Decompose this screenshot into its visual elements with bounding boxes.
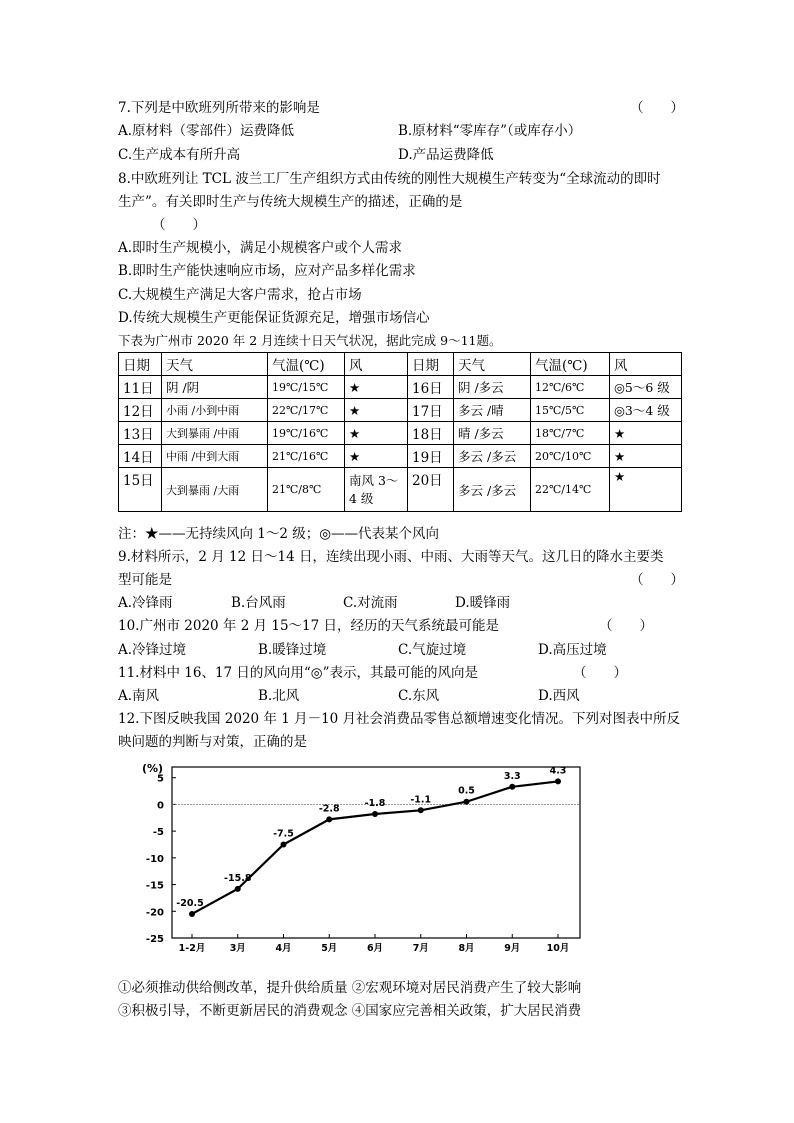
header-weather: 天气 xyxy=(454,353,531,376)
data-point xyxy=(326,816,332,822)
cell-wind: 南风 3～4 级 xyxy=(345,468,408,512)
q12-statements-line1: ①必须推动供给侧改革，提升供给质量 ②宏观环境对居民消费产生了较大影响 xyxy=(118,980,582,996)
table-intro: 下表为广州市 2020 年 2 月连续十日天气状况，据此完成 9～11题。 xyxy=(118,333,502,348)
q9-option-c: C.对流雨 xyxy=(343,595,398,611)
y-tick-label: -20 xyxy=(145,907,164,919)
cell-wind: ★ xyxy=(610,445,682,468)
header-date: 日期 xyxy=(408,353,454,376)
header-date: 日期 xyxy=(119,353,162,376)
data-point xyxy=(555,778,561,784)
table-row xyxy=(119,445,682,468)
x-tick-label: 7月 xyxy=(412,943,429,954)
cell-temperature: 22℃/14℃ xyxy=(531,468,610,512)
y-tick-label: -5 xyxy=(152,827,164,839)
cell-date: 12日 xyxy=(119,399,162,422)
cell-weather: 晴 /多云 xyxy=(454,422,531,445)
q11-option-b: B.北风 xyxy=(258,688,300,704)
y-axis-unit-label: (%) xyxy=(142,762,164,775)
y-axis-ticks xyxy=(146,774,580,945)
cell-date: 15日 xyxy=(119,468,162,512)
cell-temperature: 21℃/16℃ xyxy=(268,445,345,468)
data-label: -20.5 xyxy=(176,897,204,909)
cell-date: 20日 xyxy=(408,468,454,512)
q8-option-a: A.即时生产规模小，满足小规模客户或个人需求 xyxy=(118,240,403,256)
q11-option-d: D.西风 xyxy=(538,688,580,704)
cell-weather: 大到暴雨 /大雨 xyxy=(162,468,268,512)
cell-wind: ★ xyxy=(345,422,408,445)
cell-wind: ★ xyxy=(610,468,682,512)
cell-weather: 多云 /多云 xyxy=(454,468,531,512)
y-tick-label: -10 xyxy=(145,853,164,865)
header-weather: 天气 xyxy=(162,353,268,376)
y-tick-label: 5 xyxy=(157,773,164,785)
cell-date: 16日 xyxy=(408,376,454,399)
table-row xyxy=(119,399,682,422)
cell-wind: ★ xyxy=(345,376,408,399)
data-point xyxy=(509,784,515,790)
data-point xyxy=(372,811,378,817)
q7-option-d: D.产品运费降低 xyxy=(398,147,494,163)
x-tick-label: 1-2月 xyxy=(178,943,206,954)
cell-date: 19日 xyxy=(408,445,454,468)
cell-weather: 多云 /晴 xyxy=(454,399,531,422)
x-tick-label: 10月 xyxy=(546,943,570,954)
weather-table xyxy=(118,352,682,512)
q9-stem-line1: 9.材料所示，2 月 12 日～14 日，连续出现小雨、中雨、大雨等天气。这几日的降水主要类 xyxy=(118,549,664,565)
data-point xyxy=(281,841,287,847)
cell-date: 18日 xyxy=(408,422,454,445)
q8-answer-paren: （ ） xyxy=(152,217,206,233)
q10-option-d: D.高压过境 xyxy=(538,642,607,658)
q12-stem-line2: 映问题的判断与对策，正确的是 xyxy=(118,734,307,750)
cell-wind: ★ xyxy=(345,399,408,422)
line-chart xyxy=(118,752,590,957)
cell-weather: 小雨 /小到中雨 xyxy=(162,399,268,422)
q10-option-b: B.暖锋过境 xyxy=(258,642,327,658)
q11-option-a: A.南风 xyxy=(118,688,160,704)
x-tick-label: 9月 xyxy=(504,943,521,954)
data-label: -1.1 xyxy=(410,794,432,806)
cell-temperature: 19℃/15℃ xyxy=(268,376,345,399)
cell-date: 17日 xyxy=(408,399,454,422)
q10-option-a: A.冷锋过境 xyxy=(118,642,187,658)
q7-stem: 7.下列是中欧班列所带来的影响是 xyxy=(118,100,320,116)
data-point xyxy=(235,886,241,892)
cell-date: 13日 xyxy=(119,422,162,445)
cell-temperature: 19℃/16℃ xyxy=(268,422,345,445)
data-label: -2.8 xyxy=(318,803,340,815)
header-temperature: 气温(℃) xyxy=(268,353,345,376)
q8-option-c: C.大规模生产满足大客户需求，抢占市场 xyxy=(118,287,362,303)
q9-answer-paren: （ ） xyxy=(630,572,684,588)
q7-answer-paren: （ ） xyxy=(630,100,684,116)
q10-stem: 10.广州市 2020 年 2 月 15～17 日，经历的天气系统最可能是 xyxy=(118,618,500,634)
y-tick-label: 0 xyxy=(157,800,164,812)
y-tick-label: -15 xyxy=(145,880,164,892)
cell-temperature: 20℃/10℃ xyxy=(531,445,610,468)
x-tick-label: 8月 xyxy=(458,943,475,954)
table-header-row xyxy=(119,353,682,376)
cell-weather: 阴 /多云 xyxy=(454,376,531,399)
x-tick-label: 3月 xyxy=(229,943,246,954)
data-point xyxy=(418,807,424,813)
q9-option-b: B.台风雨 xyxy=(231,595,286,611)
cell-wind: ◎5～6 级 xyxy=(610,376,682,399)
q11-stem: 11.材料中 16、17 日的风向用“◎”表示，其最可能的风向是 xyxy=(118,665,478,681)
header-temperature: 气温(℃) xyxy=(531,353,610,376)
x-tick-label: 4月 xyxy=(275,943,292,954)
plot-frame xyxy=(172,767,580,938)
table-row xyxy=(119,468,682,512)
q7-option-c: C.生产成本有所升高 xyxy=(118,147,241,163)
data-label: 0.5 xyxy=(458,785,475,797)
q8-option-b: B.即时生产能快速响应市场，应对产品多样化需求 xyxy=(118,263,416,279)
cell-weather: 阴 /阴 xyxy=(162,376,268,399)
table-row xyxy=(119,422,682,445)
q7-option-b: B.原材料“零库存”（或库存小） xyxy=(398,123,582,139)
cell-temperature: 15℃/5℃ xyxy=(531,399,610,422)
x-tick-label: 5月 xyxy=(321,943,338,954)
q11-answer-paren: （ ） xyxy=(573,665,627,681)
cell-date: 11日 xyxy=(119,376,162,399)
q8-option-d: D.传统大规模生产更能保证货源充足，增强市场信心 xyxy=(118,310,430,326)
cell-temperature: 22℃/17℃ xyxy=(268,399,345,422)
q10-option-c: C.气旋过境 xyxy=(398,642,467,658)
q12-stem-line1: 12.下图反映我国 2020 年 1 月－10 月社会消费品零售总额增速变化情况。下列对图表中所反 xyxy=(118,711,681,727)
data-label: -15.8 xyxy=(224,872,252,884)
cell-temperature: 18℃/7℃ xyxy=(531,422,610,445)
table-row xyxy=(119,376,682,399)
cell-temperature: 12℃/6℃ xyxy=(531,376,610,399)
q10-answer-paren: （ ） xyxy=(599,618,653,634)
data-label: -1.8 xyxy=(364,798,386,810)
data-label: 3.3 xyxy=(503,770,521,782)
y-tick-label: -25 xyxy=(145,934,164,945)
cell-date: 14日 xyxy=(119,445,162,468)
q12-statements-line2: ③积极引导，不断更新居民的消费观念 ④国家应完善相关政策，扩大居民消费 xyxy=(118,1003,582,1019)
q9-option-a: A.冷锋雨 xyxy=(118,595,173,611)
x-axis-ticks xyxy=(179,934,570,954)
q8-stem-line1: 8.中欧班列让 TCL 波兰工厂生产组织方式由传统的刚性大规模生产转变为“全球流动的即时 xyxy=(118,171,661,187)
data-label: -7.5 xyxy=(273,828,294,840)
data-label: 4.3 xyxy=(549,765,567,777)
cell-weather: 中雨 /中到大雨 xyxy=(162,445,268,468)
retail-growth-chart xyxy=(118,752,590,957)
data-point xyxy=(189,911,195,917)
q7-option-a: A.原材料（零部件）运费降低 xyxy=(118,123,295,139)
cell-weather: 大到暴雨 /中雨 xyxy=(162,422,268,445)
cell-wind: ◎3～4 级 xyxy=(610,399,682,422)
data-series xyxy=(176,765,566,917)
q11-option-c: C.东风 xyxy=(398,688,440,704)
q8-stem-line2: 生产”。有关即时生产与传统大规模生产的描述，正确的是 xyxy=(118,194,463,210)
header-wind: 风 xyxy=(610,353,682,376)
table-note: 注：★——无持续风向 1～2 级；◎——代表某个风向 xyxy=(118,526,440,542)
q9-option-d: D.暖锋雨 xyxy=(455,595,511,611)
cell-wind: ★ xyxy=(345,445,408,468)
x-tick-label: 6月 xyxy=(366,943,384,954)
header-wind: 风 xyxy=(345,353,408,376)
cell-wind: ★ xyxy=(610,422,682,445)
data-point xyxy=(464,799,470,805)
cell-weather: 多云 /多云 xyxy=(454,445,531,468)
cell-temperature: 21℃/8℃ xyxy=(268,468,345,512)
q9-stem-line2: 型可能是 xyxy=(118,572,172,588)
